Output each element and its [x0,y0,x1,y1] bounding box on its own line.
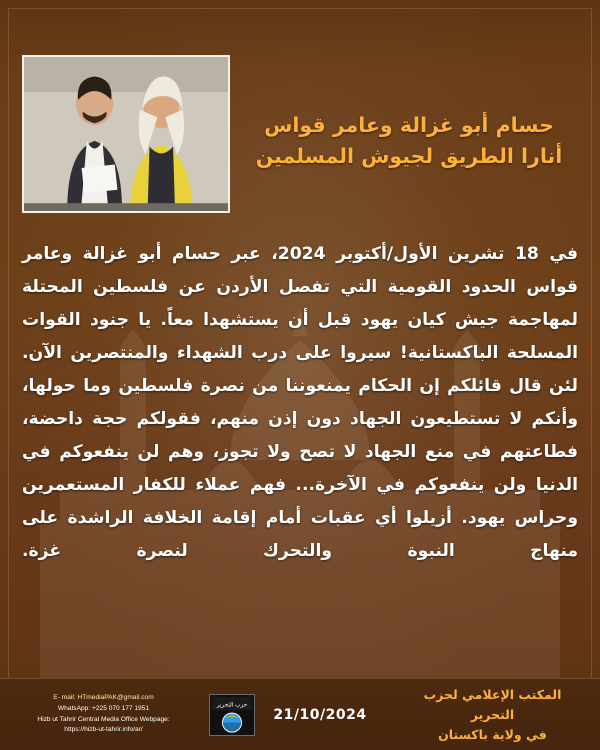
contact-block [0,693,255,737]
contact-webpage-url[interactable]: https://hizb-ut-tahrir.info/ar/ [64,726,143,734]
hizb-ut-tahrir-logo-icon [209,694,255,736]
media-office-line-2: في ولاية باكستان [438,726,547,742]
contact-details [6,693,201,737]
statement-body: في 18 تشرين الأول/أكتوبر 2024، عبر حسام أبو غزالة وعامر قواس الحدود القومية التي تفصل الأردن عن فلسطين المحتلة لمهاجمة جيش كيان يهود قبل أن يستشهدا معاً. يا جنود القوات المسلحة الباكستانية! سيروا على درب الشهداء والمنتصرين الآن. لئن قال قائلكم إن الحكام يمنعوننا من نصرة فلسطين وما حولها، وأنكم لا تستطيعون الجهاد دون إذن منهم، فقولكم حجة داحضة، فطاعتهم في منع الجهاد لا تصح ولا تجوز، وهم لن ينفعوكم في الدنيا ولن ينفعوكم في الآخرة... فهم عملاء للكفار المستعمرين وحراس يهود. أزيلوا أي عقبات أمام إقامة الخلافة الراشدة على منهاج النبوة والتحرك لنصرة غزة. [22,244,578,562]
whatsapp-label: WhatsApp: [57,704,91,712]
media-office-line-1: المكتب الإعلامي لحزب التحرير [423,686,562,722]
headline-line-1: حسام أبو غزالة وعامر قواس [264,113,554,137]
headline-block [230,55,578,172]
contact-webpage-label: Hizb ut Tahrir Central Media Office Webpage: [37,715,170,723]
whatsapp-value: +225 070 177 1951 [92,704,150,712]
media-office-block [385,685,600,745]
email-label: E- mail: [53,693,76,701]
contact-email-line [6,693,201,704]
poster-header [0,55,600,230]
svg-text:حزب التحرير: حزب التحرير [216,701,248,708]
email-value: HTmediaPAK@gmail.com [77,693,154,701]
publication-date: 21/10/2024 [273,706,367,723]
contact-whatsapp-line [6,704,201,715]
martyrs-photo [22,55,230,213]
photo-illustration [24,57,228,211]
headline-line-2: أنارا الطريق لجيوش المسلمين [255,143,563,168]
poster-footer [0,678,600,750]
